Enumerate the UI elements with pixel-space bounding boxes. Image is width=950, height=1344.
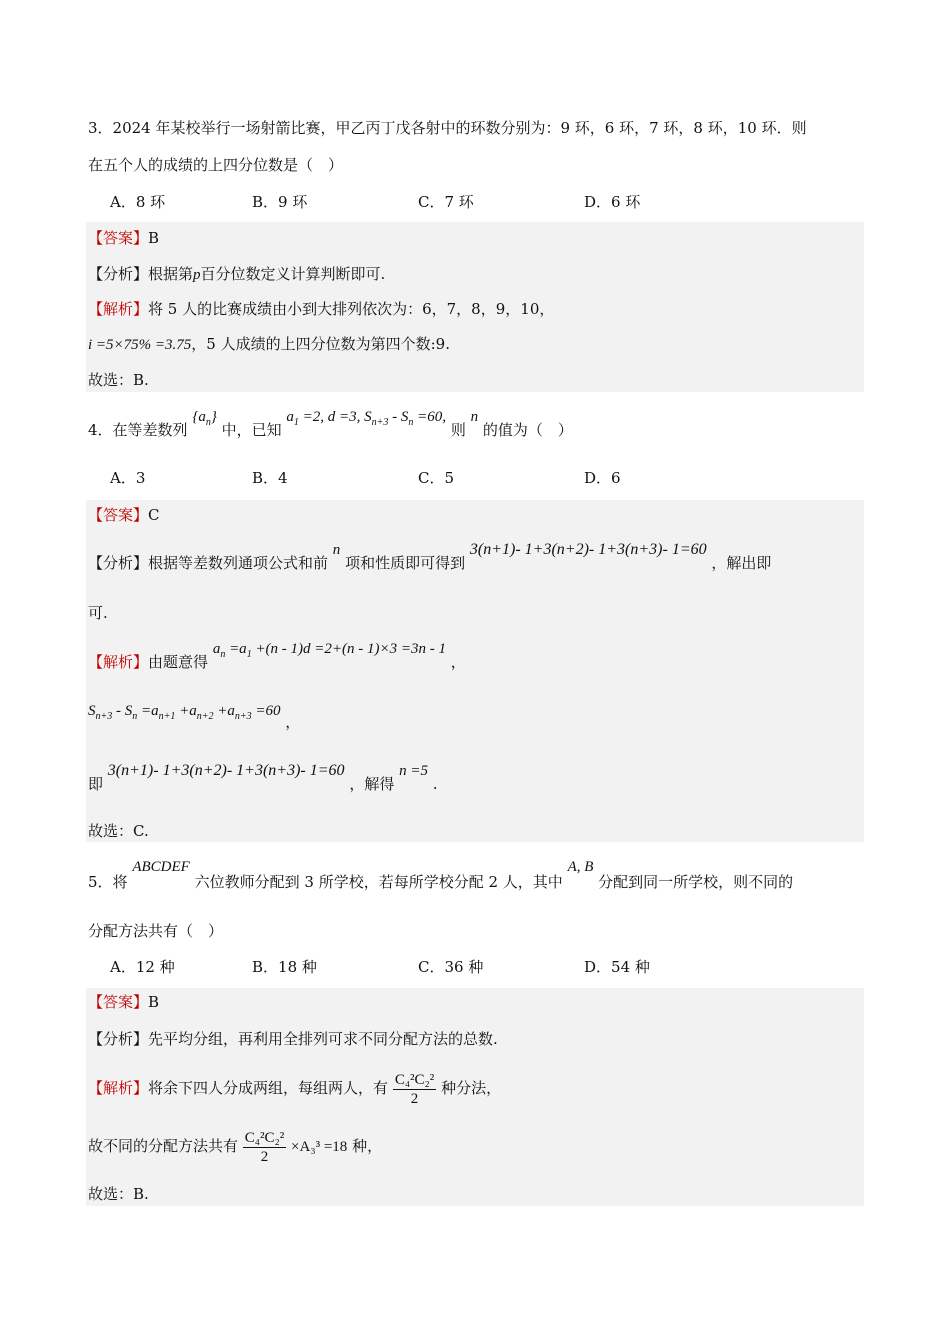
q3-option-d: D．6 环 [584, 193, 641, 211]
math-condition [286, 409, 447, 428]
q5-option-d: D．54 种 [584, 958, 650, 976]
math-plus: +a [213, 703, 235, 719]
cond-minus: - S [388, 409, 409, 425]
q5-analysis: 【分析】先平均分组，再利用全排列可求不同分配方法的总数. [88, 1030, 498, 1048]
math-expression: i =5×75% =3.75 [88, 337, 192, 353]
q4-answer [88, 505, 160, 525]
fraction-denominator: 2 [260, 1148, 269, 1165]
q3-stem-line2: 在五个人的成绩的上四分位数是（ ） [88, 156, 344, 174]
stem-text: 4．在等差数列 [88, 421, 188, 439]
math-ab: A, B [567, 859, 594, 875]
math-sub: 1 [246, 649, 252, 660]
math-expression: ×A₃³ =18 [291, 1139, 348, 1155]
math-sequence [192, 409, 217, 428]
q5-stem-line1 [88, 859, 794, 893]
cond-rest: =2, d =3, S [298, 409, 372, 425]
answer-tag: 【答案】 [88, 993, 149, 1011]
stem-text: 分配到同一所学校，则不同的 [598, 873, 794, 891]
q4-analysis-line2: 可. [88, 604, 108, 622]
q4-option-c: C．5 [418, 469, 455, 487]
q3-option-a: A．8 环 [110, 193, 166, 211]
q4-solution-line2 [88, 700, 301, 731]
solution-text: 故不同的分配方法共有 [88, 1137, 239, 1155]
q4-solution-line3 [88, 762, 438, 795]
answer-tag: 【答案】 [88, 229, 149, 247]
solution-tag: 【解析】 [88, 1079, 149, 1097]
math-expression: 3(n+1)- 1+3(n+2)- 1+3(n+3)- 1=60 [107, 762, 345, 779]
q5-option-a: A．12 种 [110, 958, 175, 976]
math-eq: =a [137, 703, 159, 719]
math-end: =60 [251, 703, 281, 719]
solution-text: ，解得 [349, 775, 395, 793]
q3-answer [88, 228, 159, 248]
math-sub: n+3 [234, 711, 252, 722]
q3-option-c: C．7 环 [418, 193, 474, 211]
solution-text: 由题意得 [148, 653, 209, 671]
fraction [393, 1071, 436, 1108]
stem-text: 的值为（ ） [482, 421, 573, 439]
cond-a: a [286, 409, 294, 425]
math-n: n [470, 409, 479, 425]
solution-text: 将余下四人分成两组，每组两人，有 [148, 1079, 389, 1097]
seq-sub: n [205, 417, 211, 428]
q5-conclusion: 故选：B. [88, 1185, 149, 1203]
q3-option-b: B．9 环 [252, 193, 308, 211]
stem-text: 5．将 [88, 873, 128, 891]
math-s: S [88, 703, 96, 719]
answer-value: B [148, 993, 160, 1011]
answer-tag: 【答案】 [88, 506, 149, 524]
stem-text: 六位教师分配到 3 所学校，若每所学校分配 2 人，其中 [194, 873, 563, 891]
math-sub: n [220, 649, 226, 660]
math-expression: 3(n+1)- 1+3(n+2)- 1+3(n+3)- 1=60 [469, 541, 707, 558]
solution-text: ， [450, 653, 466, 671]
math-expression [88, 703, 281, 722]
analysis-text: ，解出即 [711, 554, 772, 572]
q4-conclusion: 故选：C. [88, 822, 149, 840]
math-plus: +a [175, 703, 197, 719]
solution-text: 即 [88, 775, 104, 793]
q5-option-c: C．36 种 [418, 958, 484, 976]
cond-sub: n [408, 417, 414, 428]
stem-text: 则 [450, 421, 466, 439]
math-sub: n+3 [95, 711, 113, 722]
solution-text: ，5 人成绩的上四分位数为第四个数:9. [191, 335, 450, 353]
seq-a: {a [192, 409, 206, 425]
math-rest: +(n - 1)d =2+(n - 1)×3 =3n - 1 [251, 641, 447, 657]
solution-text: ， [285, 713, 301, 731]
math-expression [212, 641, 447, 660]
q5-answer [88, 992, 159, 1012]
math-mid: - S [112, 703, 133, 719]
q5-stem-line2: 分配方法共有（ ） [88, 922, 224, 940]
q3-conclusion: 故选：B. [88, 371, 149, 389]
math-a: a [212, 641, 221, 657]
q4-option-b: B．4 [252, 469, 288, 487]
q3-analysis [88, 264, 385, 285]
q3-solution-line2 [88, 334, 450, 355]
fraction-numerator: C₄²C₂² [244, 1129, 285, 1146]
math-p: p [193, 267, 201, 283]
fraction-numerator: C₄²C₂² [394, 1071, 435, 1088]
analysis-text: 项和性质即可得到 [345, 554, 466, 572]
solution-tag: 【解析】 [88, 653, 149, 671]
analysis-text: 百分位数定义计算判断即可. [200, 265, 386, 283]
q5-option-b: B．18 种 [252, 958, 317, 976]
q4-stem [88, 409, 573, 447]
seq-end: } [210, 409, 217, 425]
solution-tag: 【解析】 [88, 300, 149, 318]
q4-analysis-line1 [88, 541, 772, 574]
solution-text: 将 5 人的比赛成绩由小到大排列依次为：6，7，8，9，10， [148, 300, 555, 318]
solution-text: 种， [352, 1137, 383, 1155]
stem-text: 中，已知 [221, 421, 282, 439]
math-eq: =a [225, 641, 247, 657]
fraction [243, 1129, 286, 1166]
answer-value: B [148, 229, 160, 247]
fraction-denominator: 2 [410, 1090, 419, 1107]
q5-solution-line2 [88, 1126, 382, 1167]
solution-text: 种分法， [441, 1079, 502, 1097]
q3-solution-line1 [88, 299, 554, 319]
q3-stem-line1: 3．2024 年某校举行一场射箭比赛，甲乙丙丁戊各射中的环数分别为：9 环，6 环，7 环，8 环，10 环．则 [88, 119, 807, 137]
analysis-text: 【分析】根据第 [88, 265, 194, 283]
math-sub: n+2 [196, 711, 214, 722]
q4-option-d: D．6 [584, 469, 621, 487]
math-letters: ABCDEF [132, 859, 190, 875]
cond-end: =60, [413, 409, 447, 425]
math-n: n =5 [399, 763, 428, 779]
cond-sub: 1 [293, 417, 299, 428]
math-n: n [332, 542, 341, 558]
cond-sub: n+3 [371, 417, 389, 428]
q5-solution-line1 [88, 1068, 501, 1108]
q4-option-a: A．3 [110, 469, 146, 487]
answer-value: C [148, 506, 160, 524]
math-sub: n [132, 711, 138, 722]
analysis-text: 【分析】根据等差数列通项公式和前 [88, 554, 329, 572]
solution-text: . [432, 775, 438, 793]
math-sub: n+1 [158, 711, 176, 722]
